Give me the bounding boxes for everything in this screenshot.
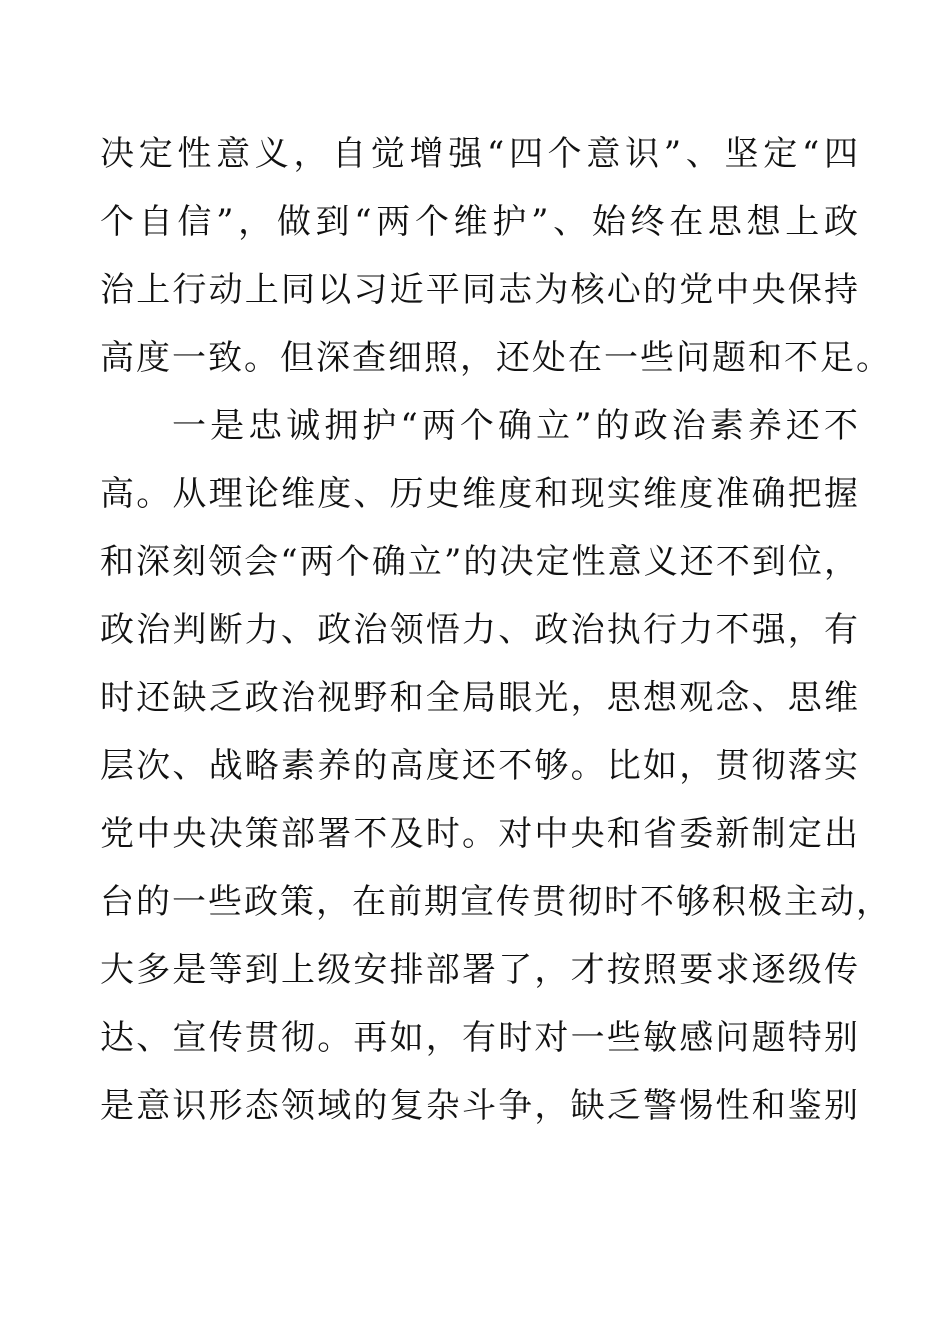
- text-line: 是意识形态领域的复杂斗争，缺乏警惕性和鉴别: [100, 1086, 860, 1126]
- text-line: 层次、战略素养的高度还不够。比如，贯彻落实: [100, 746, 860, 786]
- text-line: 个自信”，做到“两个维护”、始终在思想上政: [100, 202, 860, 242]
- text-line: 大多是等到上级安排部署了，才按照要求逐级传: [100, 950, 860, 990]
- text-line: 党中央决策部署不及时。对中央和省委新制定出: [100, 814, 860, 854]
- text-line: 政治判断力、政治领悟力、政治执行力不强，有: [100, 610, 860, 650]
- text-line: 台的一些政策，在前期宣传贯彻时不够积极主动，: [100, 882, 892, 922]
- text-line: 时还缺乏政治视野和全局眼光，思想观念、思维: [100, 678, 860, 718]
- text-line: 高度一致。但深查细照，还处在一些问题和不足。: [100, 338, 892, 378]
- text-line: 高。从理论维度、历史维度和现实维度准确把握: [100, 474, 860, 514]
- text-line: 治上行动上同以习近平同志为核心的党中央保持: [100, 270, 860, 310]
- text-line: 达、宣传贯彻。再如，有时对一些敏感问题特别: [100, 1018, 860, 1058]
- body-text: [100, 125, 892, 1145]
- text-line: 和深刻领会“两个确立”的决定性意义还不到位，: [100, 542, 860, 582]
- text-line: 决定性意义，自觉增强“四个意识”、坚定“四: [100, 134, 860, 174]
- paragraph-first-line: 一是忠诚拥护“两个确立”的政治素养还不: [172, 406, 860, 446]
